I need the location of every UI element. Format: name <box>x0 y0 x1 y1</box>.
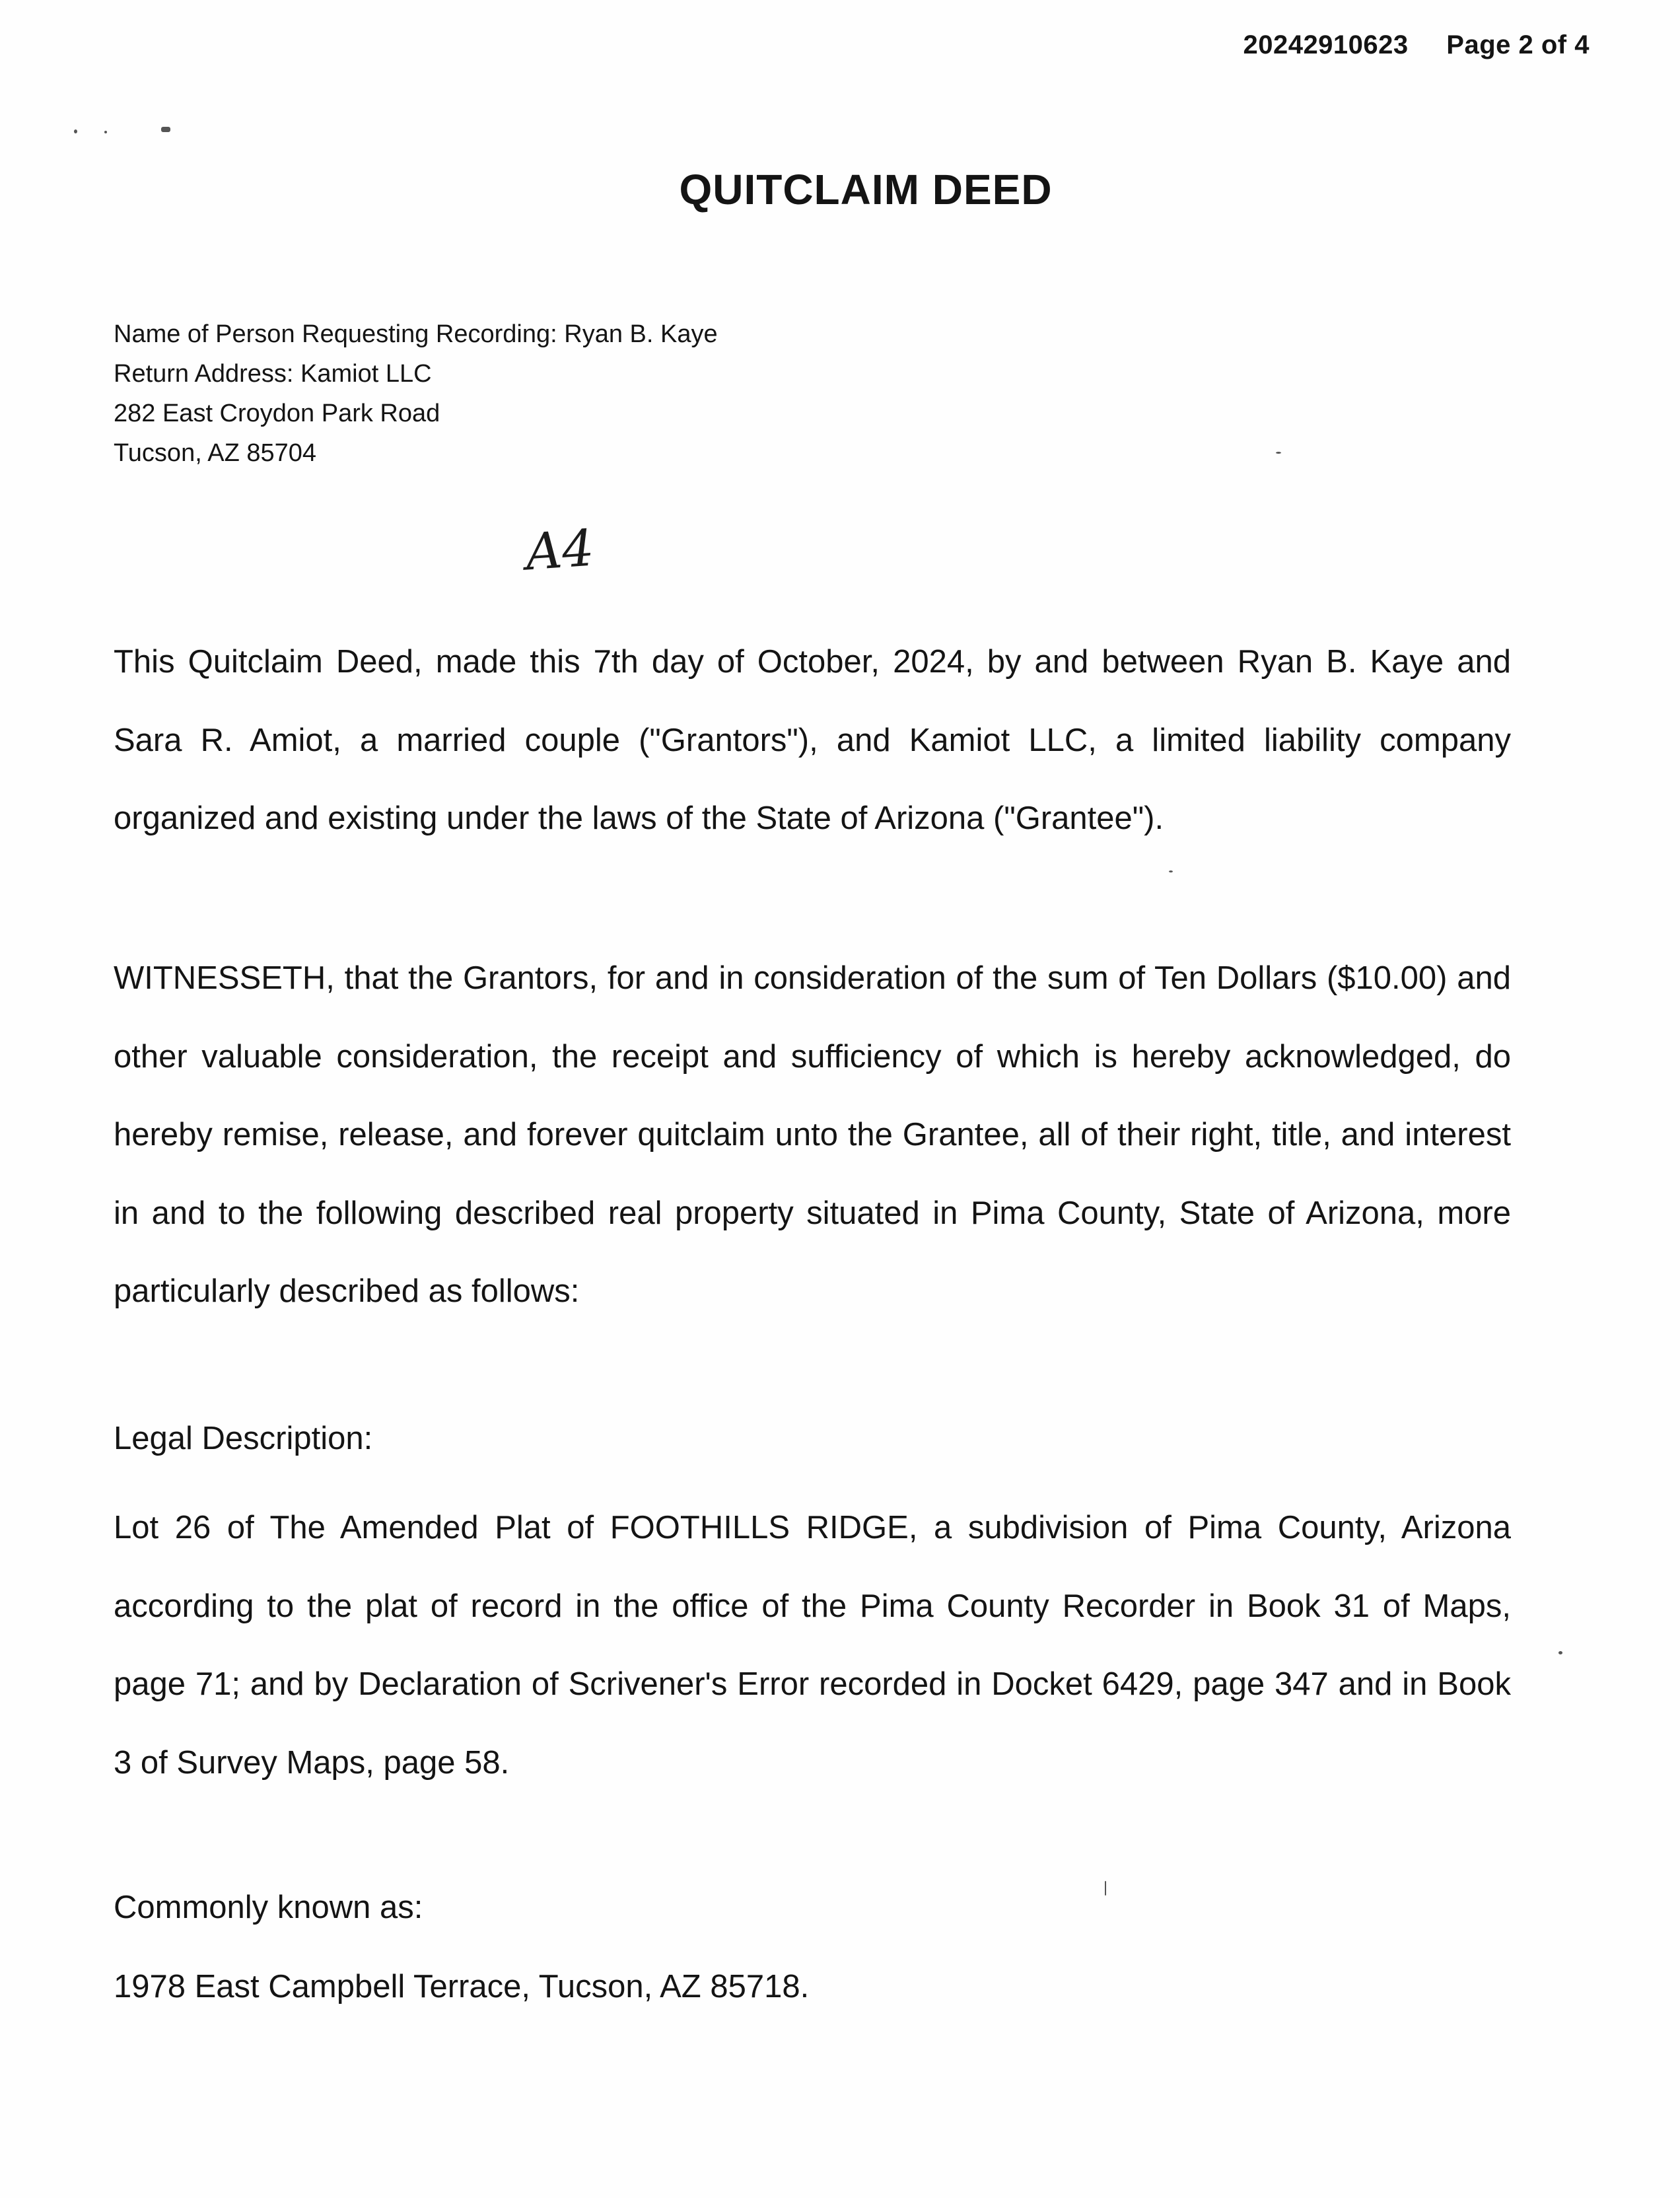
return-city-state-zip: Tucson, AZ 85704 <box>114 439 317 467</box>
recording-header <box>1243 30 1590 60</box>
return-address-line: Return Address: Kamiot LLC <box>114 360 432 388</box>
scan-speck <box>161 127 170 132</box>
document-title: QUITCLAIM DEED <box>679 166 1053 213</box>
scan-speck <box>74 129 77 133</box>
scan-speck <box>1558 1651 1562 1654</box>
legal-description-label: Legal Description: <box>114 1421 373 1456</box>
opening-paragraph: This Quitclaim Deed, made this 7th day of October, 2024, by and between Ryan B. Kaye and Sara R. Amiot, a married couple ("Grantors"), and Kamiot LLC, a limited liability company organized and existing under the laws of the State of Arizona ("Grantee"). <box>114 644 1511 836</box>
page-indicator: Page 2 of 4 <box>1446 30 1590 59</box>
requester-line: Name of Person Requesting Recording: Ryan B. Kaye <box>114 320 718 348</box>
scan-speck <box>104 131 107 133</box>
scan-speck <box>1105 1881 1106 1896</box>
legal-description: Lot 26 of The Amended Plat of FOOTHILLS RIDGE, a subdivision of Pima County, Arizona according to the plat of record in the office of the Pima County Recorder in Book 31 of Maps, page 71; and by Declaration of Scrivener's Error recorded in Docket 6429, page 347 and in Book 3 of Survey Maps, page 58. <box>114 1510 1511 1781</box>
document-number: 20242910623 <box>1243 30 1409 59</box>
property-address: 1978 East Campbell Terrace, Tucson, AZ 85718. <box>114 1969 810 2004</box>
commonly-known-label: Commonly known as: <box>114 1890 423 1925</box>
return-street: 282 East Croydon Park Road <box>114 400 440 427</box>
handwritten-note: A4 <box>524 518 596 582</box>
witnesseth-paragraph: WITNESSETH, that the Grantors, for and in consideration of the sum of Ten Dollars ($10.00) and other valuable consideration, the receipt and sufficiency of which is hereby acknowledged, do hereby remise, release, and forever quitclaim unto the Grantee, all of their right, title, and interest in and to the following described real property situated in Pima County, State of Arizona, more particularly described as follows: <box>114 960 1511 1309</box>
scan-speck <box>1276 452 1281 454</box>
scan-speck <box>1169 870 1173 872</box>
recording-info-block <box>114 314 718 473</box>
